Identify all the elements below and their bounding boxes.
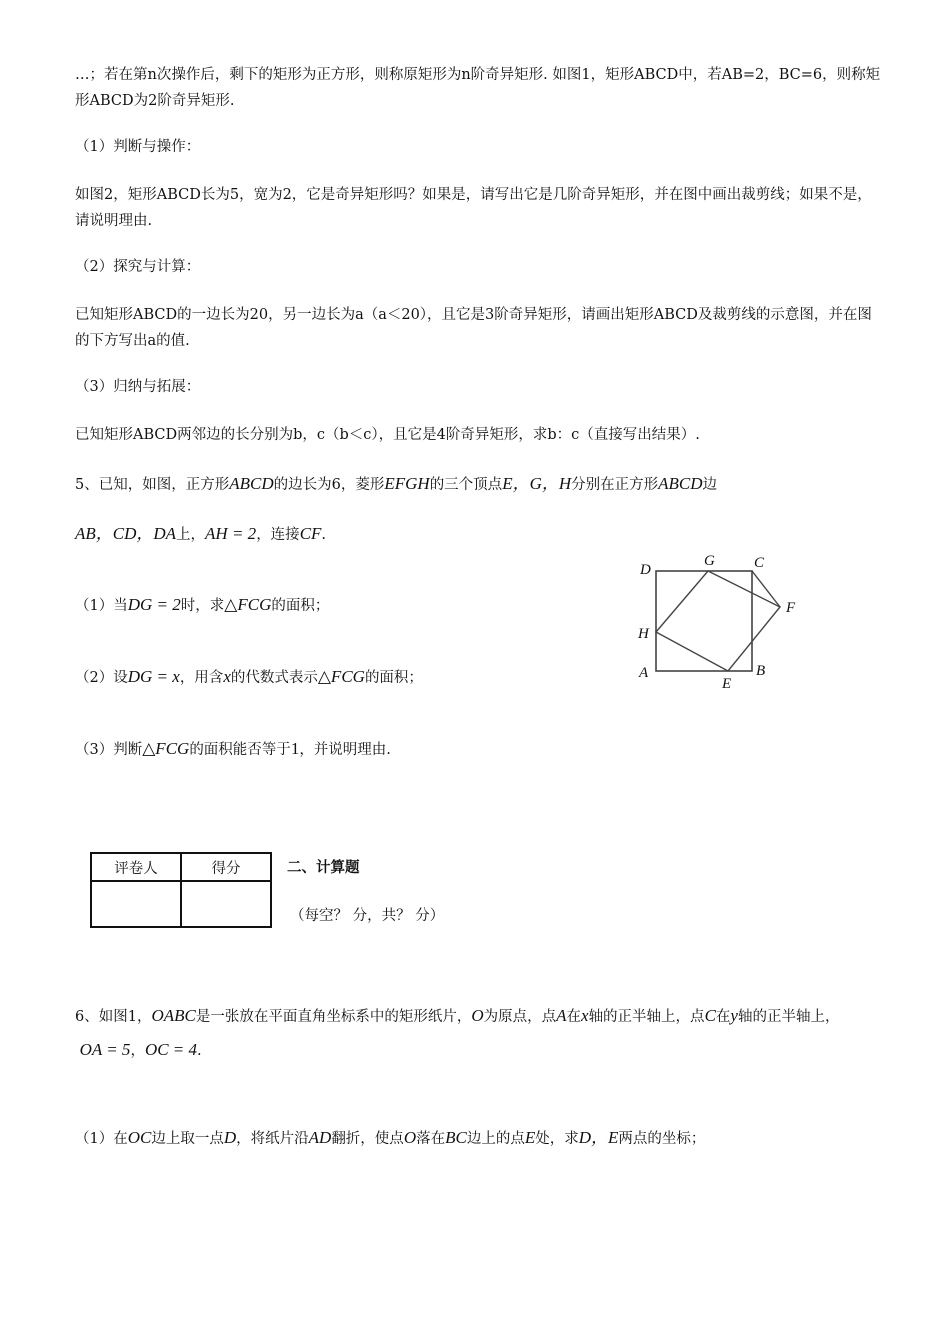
text: （1）在	[75, 1131, 128, 1147]
text: 两点的坐标；	[618, 1131, 706, 1147]
score-table-cell-score	[181, 881, 271, 927]
question-1-title: （1）判断与操作：	[75, 139, 201, 155]
question-3-body: 已知矩形ABCD两邻边的长分别为b，c（b＜c），且它是4阶奇异矩形，求b：c（直接写出结果）.	[75, 427, 700, 443]
segment-cf	[752, 571, 780, 607]
text: 轴的正半轴上，点	[588, 1009, 705, 1025]
math: O	[403, 1128, 417, 1147]
text: 为原点，点	[483, 1009, 557, 1025]
label-h: H	[638, 626, 649, 642]
math: ABCD	[229, 474, 274, 493]
score-table-header-grader: 评卷人	[91, 853, 181, 881]
square-rhombus-figure	[628, 550, 803, 690]
text: 6、如图1，	[75, 1009, 152, 1025]
label-g: G	[704, 553, 715, 569]
math: AB，CD，DA	[75, 524, 177, 543]
math: △FCG	[317, 667, 365, 686]
score-table-header-score: 得分	[181, 853, 271, 881]
math: △FCG	[142, 739, 190, 758]
section-title: 二、计算题	[287, 860, 360, 876]
math: EFGH	[384, 474, 430, 493]
text: 翻折，使点	[331, 1131, 404, 1147]
math: x	[581, 1006, 589, 1025]
problem-6-statement	[75, 1002, 885, 1065]
math: O	[471, 1006, 484, 1025]
rhombus-efgh	[656, 571, 780, 671]
label-f: F	[786, 600, 796, 616]
math: AD	[308, 1128, 332, 1147]
text: 分别在正方形	[571, 477, 659, 493]
math: DG = 2	[127, 595, 181, 614]
text: 5、已知，如图，正方形	[75, 477, 230, 493]
label-c: C	[754, 555, 765, 571]
text: 在	[566, 1009, 582, 1025]
math: DG = x	[127, 667, 180, 686]
text: （1）当	[75, 598, 128, 614]
label-a: A	[639, 665, 649, 681]
problem-5-q3	[75, 736, 605, 763]
text: ，	[130, 1043, 145, 1059]
text: ，连接	[256, 527, 300, 543]
text: 边上取一点	[151, 1131, 224, 1147]
question-3-title: （3）归纳与拓展：	[75, 379, 201, 395]
math: 1	[290, 739, 300, 758]
text: 的边长为6，菱形	[273, 477, 385, 493]
question-2-body: 已知矩形ABCD的一边长为20，另一边长为a（a＜20），且它是3阶奇异矩形，请画出矩形ABCD及裁剪线的示意图，并在图的下方写出a的值.	[75, 307, 872, 349]
text: ，将纸片沿	[236, 1131, 309, 1147]
text: 处，求	[535, 1131, 579, 1147]
math: E	[524, 1128, 536, 1147]
paragraph-definition: …；若在第n次操作后，剩下的矩形为正方形，则称原矩形为n阶奇异矩形. 如图1，矩形ABCD中，若AB=2，BC=6，则称矩形ABCD为2阶奇异矩形.	[75, 67, 881, 109]
text: 落在	[416, 1131, 446, 1147]
problem-5-q2	[75, 664, 605, 691]
text: 时，求	[180, 598, 225, 614]
math: △FCG	[224, 595, 272, 614]
label-d: D	[640, 562, 651, 578]
math: CF	[299, 524, 322, 543]
question-2-title: （2）探究与计算：	[75, 259, 201, 275]
math: A	[556, 1006, 567, 1025]
problem-5-q1	[75, 592, 605, 619]
text: （2）设	[75, 670, 128, 686]
math: E，G，H	[502, 474, 572, 493]
math: OA = 5	[79, 1040, 131, 1059]
problem-5-statement	[75, 470, 885, 499]
text: 的面积；	[271, 598, 330, 614]
math: x	[223, 667, 231, 686]
text: （3）判断	[75, 742, 143, 758]
text: 的面积能否等于	[189, 742, 291, 758]
math: AH = 2	[205, 524, 257, 543]
text: ，并说明理由.	[299, 742, 391, 758]
math: D，E	[578, 1128, 619, 1147]
text: 边上的点	[466, 1131, 525, 1147]
text: ，用含	[179, 670, 224, 686]
math: BC	[445, 1128, 467, 1147]
math: ABCD	[658, 474, 703, 493]
problem-6-q1	[75, 1124, 885, 1153]
text: 的三个顶点	[429, 477, 503, 493]
math: D	[223, 1128, 237, 1147]
score-table	[90, 852, 272, 928]
section-subtitle: （每空？ 分，共？ 分）	[290, 908, 445, 924]
text: 上，	[176, 527, 206, 543]
math: OABC	[151, 1006, 196, 1025]
text: 在	[715, 1009, 731, 1025]
math: OC	[127, 1128, 152, 1147]
label-b: B	[756, 663, 766, 679]
problem-5-statement-cont	[75, 520, 885, 549]
text: .	[197, 1043, 202, 1059]
text: 的代数式表示	[230, 670, 318, 686]
text: 是一张放在平面直角坐标系中的矩形纸片，	[195, 1009, 472, 1025]
score-table-cell-grader	[91, 881, 181, 927]
text: 轴的正半轴上，	[737, 1009, 840, 1025]
math: C	[704, 1006, 716, 1025]
label-e: E	[722, 676, 732, 690]
math: OC = 4	[144, 1040, 198, 1059]
question-1-body: 如图2，矩形ABCD长为5，宽为2，它是奇异矩形吗？如果是，请写出它是几阶奇异矩形，并在图中画出裁剪线；如果不是，请说明理由.	[75, 187, 872, 229]
text: 的面积；	[364, 670, 423, 686]
text: .	[321, 527, 327, 543]
math: y	[730, 1006, 738, 1025]
text: 边	[702, 477, 718, 493]
